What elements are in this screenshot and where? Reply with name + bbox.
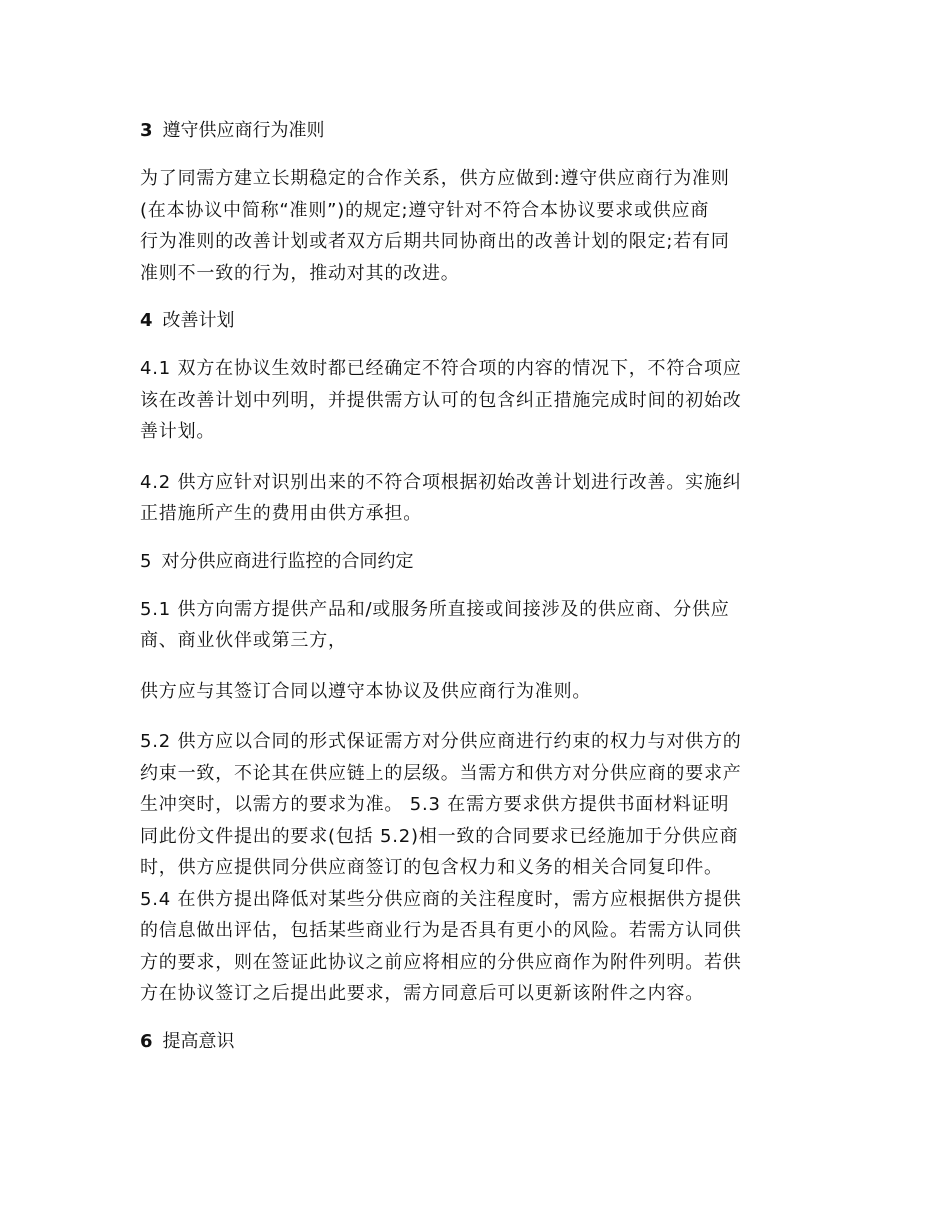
paragraph [140, 163, 812, 289]
text-line: 正措施所产生的费用由供方承担。 [140, 503, 422, 524]
section-heading [140, 549, 812, 575]
section-number: 3 [140, 120, 153, 141]
paragraph [140, 676, 812, 708]
text-line: 善计划。 [140, 421, 216, 442]
section-heading [140, 308, 812, 334]
text-line: 的信息做出评估，包括某些商业行为是否具有更小的风险。若需方认同供 [140, 920, 742, 941]
text-line: 商、商业伙伴或第三方， [140, 630, 347, 651]
text-line: 5.1 供方向需方提供产品和/或服务所直接或间接涉及的供应商、分供应 [140, 598, 730, 620]
text-line: 准则不一致的行为，推动对其的改进。 [140, 262, 460, 284]
section-title: 改善计划 [162, 310, 235, 331]
section-title: 遵守供应商行为准则 [162, 120, 325, 141]
text-line: 时，供方应提供同分供应商签订的包含权力和义务的相关合同复印件。 [140, 857, 723, 878]
section-number: 4 [140, 310, 153, 331]
text-line: 约束一致，不论其在供应链上的层级。当需方和供方对分供应商的要求产 [140, 762, 742, 784]
section-heading [140, 1029, 812, 1055]
section-number: 6 [140, 1030, 153, 1052]
paragraph [140, 467, 812, 530]
text-line: 同此份文件提出的要求(包括 5.2)相一致的合同要求已经施加于分供应商 [140, 825, 739, 847]
paragraph [140, 594, 812, 657]
text-line: 4.1 双方在协议生效时都已经确定不符合项的内容的情况下，不符合项应 [140, 358, 742, 379]
text-line: (在本协议中简称“准则”)的规定;遵守针对不符合本协议要求或供应商 [140, 199, 710, 221]
text-line: 方在协议签订之后提出此要求，需方同意后可以更新该附件之内容。 [140, 983, 704, 1004]
document-page [140, 118, 812, 1074]
text-line: 5.2 供方应以合同的形式保证需方对分供应商进行约束的权力与对供方的 [140, 731, 742, 752]
paragraph [140, 726, 812, 1010]
paragraph [140, 353, 812, 448]
text-line: 为了同需方建立长期稳定的合作关系，供方应做到:遵守供应商行为准则 [140, 168, 730, 189]
section-number: 5 [140, 550, 152, 572]
text-line: 该在改善计划中列明，并提供需方认可的包含纠正措施完成时间的初始改 [140, 389, 742, 411]
text-line: 5.4 在供方提出降低对某些分供应商的关注程度时，需方应根据供方提供 [140, 888, 742, 910]
text-line: 行为准则的改善计划或者双方后期共同协商出的改善计划的限定;若有同 [140, 231, 730, 252]
text-line: 生冲突时，以需方的要求为准。 5.3 在需方要求供方提供书面材料证明 [140, 794, 730, 815]
section-title: 对分供应商进行监控的合同约定 [161, 550, 414, 572]
text-line: 4.2 供方应针对识别出来的不符合项根据初始改善计划进行改善。实施纠 [140, 471, 742, 493]
text-line: 方的要求，则在签证此协议之前应将相应的分供应商作为附件列明。若供 [140, 951, 742, 973]
section-heading [140, 118, 812, 144]
section-title: 提高意识 [162, 1030, 235, 1052]
text-line: 供方应与其签订合同以遵守本协议及供应商行为准则。 [140, 680, 592, 702]
